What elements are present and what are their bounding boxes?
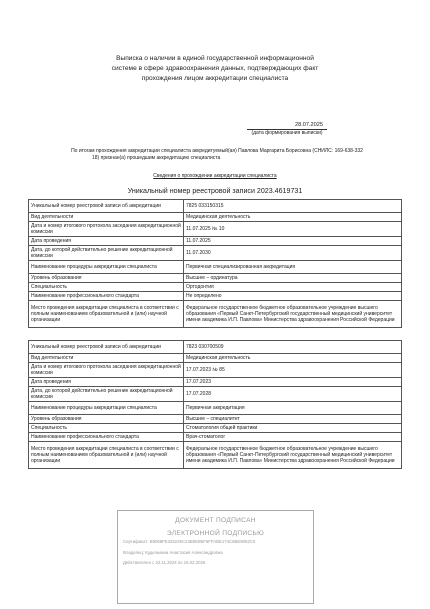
field-value: Высшее – ординатура [184, 274, 402, 283]
field-value: Первичная специализированная аккредитация [184, 261, 402, 274]
stamp-valid: Действителен с 22.11.2024 по 15.02.2026 [123, 560, 206, 565]
table-row [29, 442, 402, 469]
field-value: 7825 033150315 [184, 200, 402, 213]
table-row [29, 213, 402, 222]
intro-line: По итогам прохождения аккредитации специалиста аккредитуемый(ая) Павлова Маргарита Борисовна (СНИЛС: 169-638-332 [71, 148, 363, 154]
field-label: Уровень образования [29, 415, 184, 424]
table-row [29, 378, 402, 387]
section-subtitle: Сведения о прохождении аккредитации специалиста [153, 173, 277, 179]
table-row [29, 387, 402, 402]
field-label: Место проведения аккредитации специалиста в соответствии с полным наименованием образовательной и (или) научной организации [29, 442, 184, 469]
field-value: Не определено [184, 292, 402, 301]
table-row [29, 363, 402, 378]
accreditation-table-2 [28, 340, 402, 469]
field-value: Федеральное государственное бюджетное образовательное учреждение высшего образования «Первый Санкт-Петербургский государственный медицинский университет имени академика И.П. Павлова» Министерства здравоохранения Российской Федерации [184, 442, 402, 469]
registry-number: Уникальный номер реестровой записи 2023.4619731 [127, 187, 303, 195]
document-title [60, 54, 370, 84]
field-label: Наименование профессионального стандарта [29, 292, 184, 301]
field-value: Федеральное государственное бюджетное образовательное учреждение высшего образования «Первый Санкт-Петербургский государственный медицинский университет имени академика И.П. Павлова» Министерства здравоохранения Российской Федерации [184, 301, 402, 328]
field-label: Наименование профессионального стандарта [29, 433, 184, 442]
table-row [29, 433, 402, 442]
field-label: Специальность [29, 424, 184, 433]
field-value: Высшее – специалитет [184, 415, 402, 424]
field-value: Медицинская деятельность [184, 354, 402, 363]
title-line: прохождения лицом аккредитации специалиста [141, 75, 289, 82]
field-label: Уникальный номер реестровой записи об аккредитации [29, 341, 184, 354]
field-value: Медицинская деятельность [184, 213, 402, 222]
intro-line: 18) признан(а) прошедшим аккредитацию специалиста [92, 155, 221, 161]
accreditation-table-1 [28, 199, 402, 328]
stamp-line2: ЭЛЕКТРОННОЙ ПОДПИСЬЮ [166, 530, 265, 537]
field-label: Место проведения аккредитации специалиста в соответствии с полным наименованием образовательной и (или) научной организации [29, 301, 184, 328]
field-value: Врач-стоматолог [184, 433, 402, 442]
field-label: Дата и номер итогового протокола заседания аккредитационной комиссии [29, 222, 184, 237]
field-label: Вид деятельности [29, 354, 184, 363]
table-row [29, 341, 402, 354]
field-label: Уровень образования [29, 274, 184, 283]
field-value: 11.07.2025 [184, 237, 402, 246]
table-row [29, 415, 402, 424]
table-row [29, 237, 402, 246]
stamp-owner: Владелец: Куделькина Анастасия Александровна [123, 549, 223, 555]
field-value: Стоматология общей практики [184, 424, 402, 433]
field-value: 7823 030700509 [184, 341, 402, 354]
field-value: 11.07.2025 № 10 [184, 222, 402, 237]
field-label: Уникальный номер реестровой записи об аккредитации [29, 200, 184, 213]
field-label: Специальность [29, 283, 184, 292]
field-label: Наименование процедуры аккредитации специалиста [29, 402, 184, 415]
field-label: Наименование процедуры аккредитации специалиста [29, 261, 184, 274]
table-row [29, 354, 402, 363]
table-row [29, 292, 402, 301]
issue-date-block [247, 122, 327, 137]
table-row [29, 246, 402, 261]
field-value: Первичная аккредитация [184, 402, 402, 415]
field-label: Дата, до которой действительно решение аккредитационной комиссии [29, 246, 184, 261]
table-row [29, 274, 402, 283]
field-label: Дата и номер итогового протокола заседания аккредитационной комиссии [29, 363, 184, 378]
issue-date-label: (дата формирования выписки) [251, 130, 323, 136]
table-row [29, 261, 402, 274]
table-row [29, 283, 402, 292]
table-row [29, 301, 402, 328]
title-line: системе в сфере здравоохранения данных, подтверждающих факт [111, 65, 319, 72]
e-signature-stamp [117, 510, 314, 604]
field-value: 17.07.2028 [184, 387, 402, 402]
field-label: Дата, до которой действительно решение аккредитационной комиссии [29, 387, 184, 402]
field-value: Ортодонтия [184, 283, 402, 292]
issue-date: 28.07.2025 [247, 122, 327, 130]
table-row [29, 424, 402, 433]
field-label: Дата проведения [29, 237, 184, 246]
field-value: 17.07.2023 [184, 378, 402, 387]
field-label: Дата проведения [29, 378, 184, 387]
stamp-line1: ДОКУМЕНТ ПОДПИСАН [175, 517, 256, 524]
table-row [29, 222, 402, 237]
intro-paragraph [60, 148, 374, 162]
field-label: Вид деятельности [29, 213, 184, 222]
table-row [29, 200, 402, 213]
table-row [29, 402, 402, 415]
field-value: 11.07.2030 [184, 246, 402, 261]
title-line: Выписка о наличии в единой государственной информационной [116, 55, 314, 62]
stamp-certificate: Сертификат: B9068FE325235C24B0EB5F6FFABE174C8BE9052C0 [123, 539, 256, 544]
field-value: 17.07.2023 № 85 [184, 363, 402, 378]
